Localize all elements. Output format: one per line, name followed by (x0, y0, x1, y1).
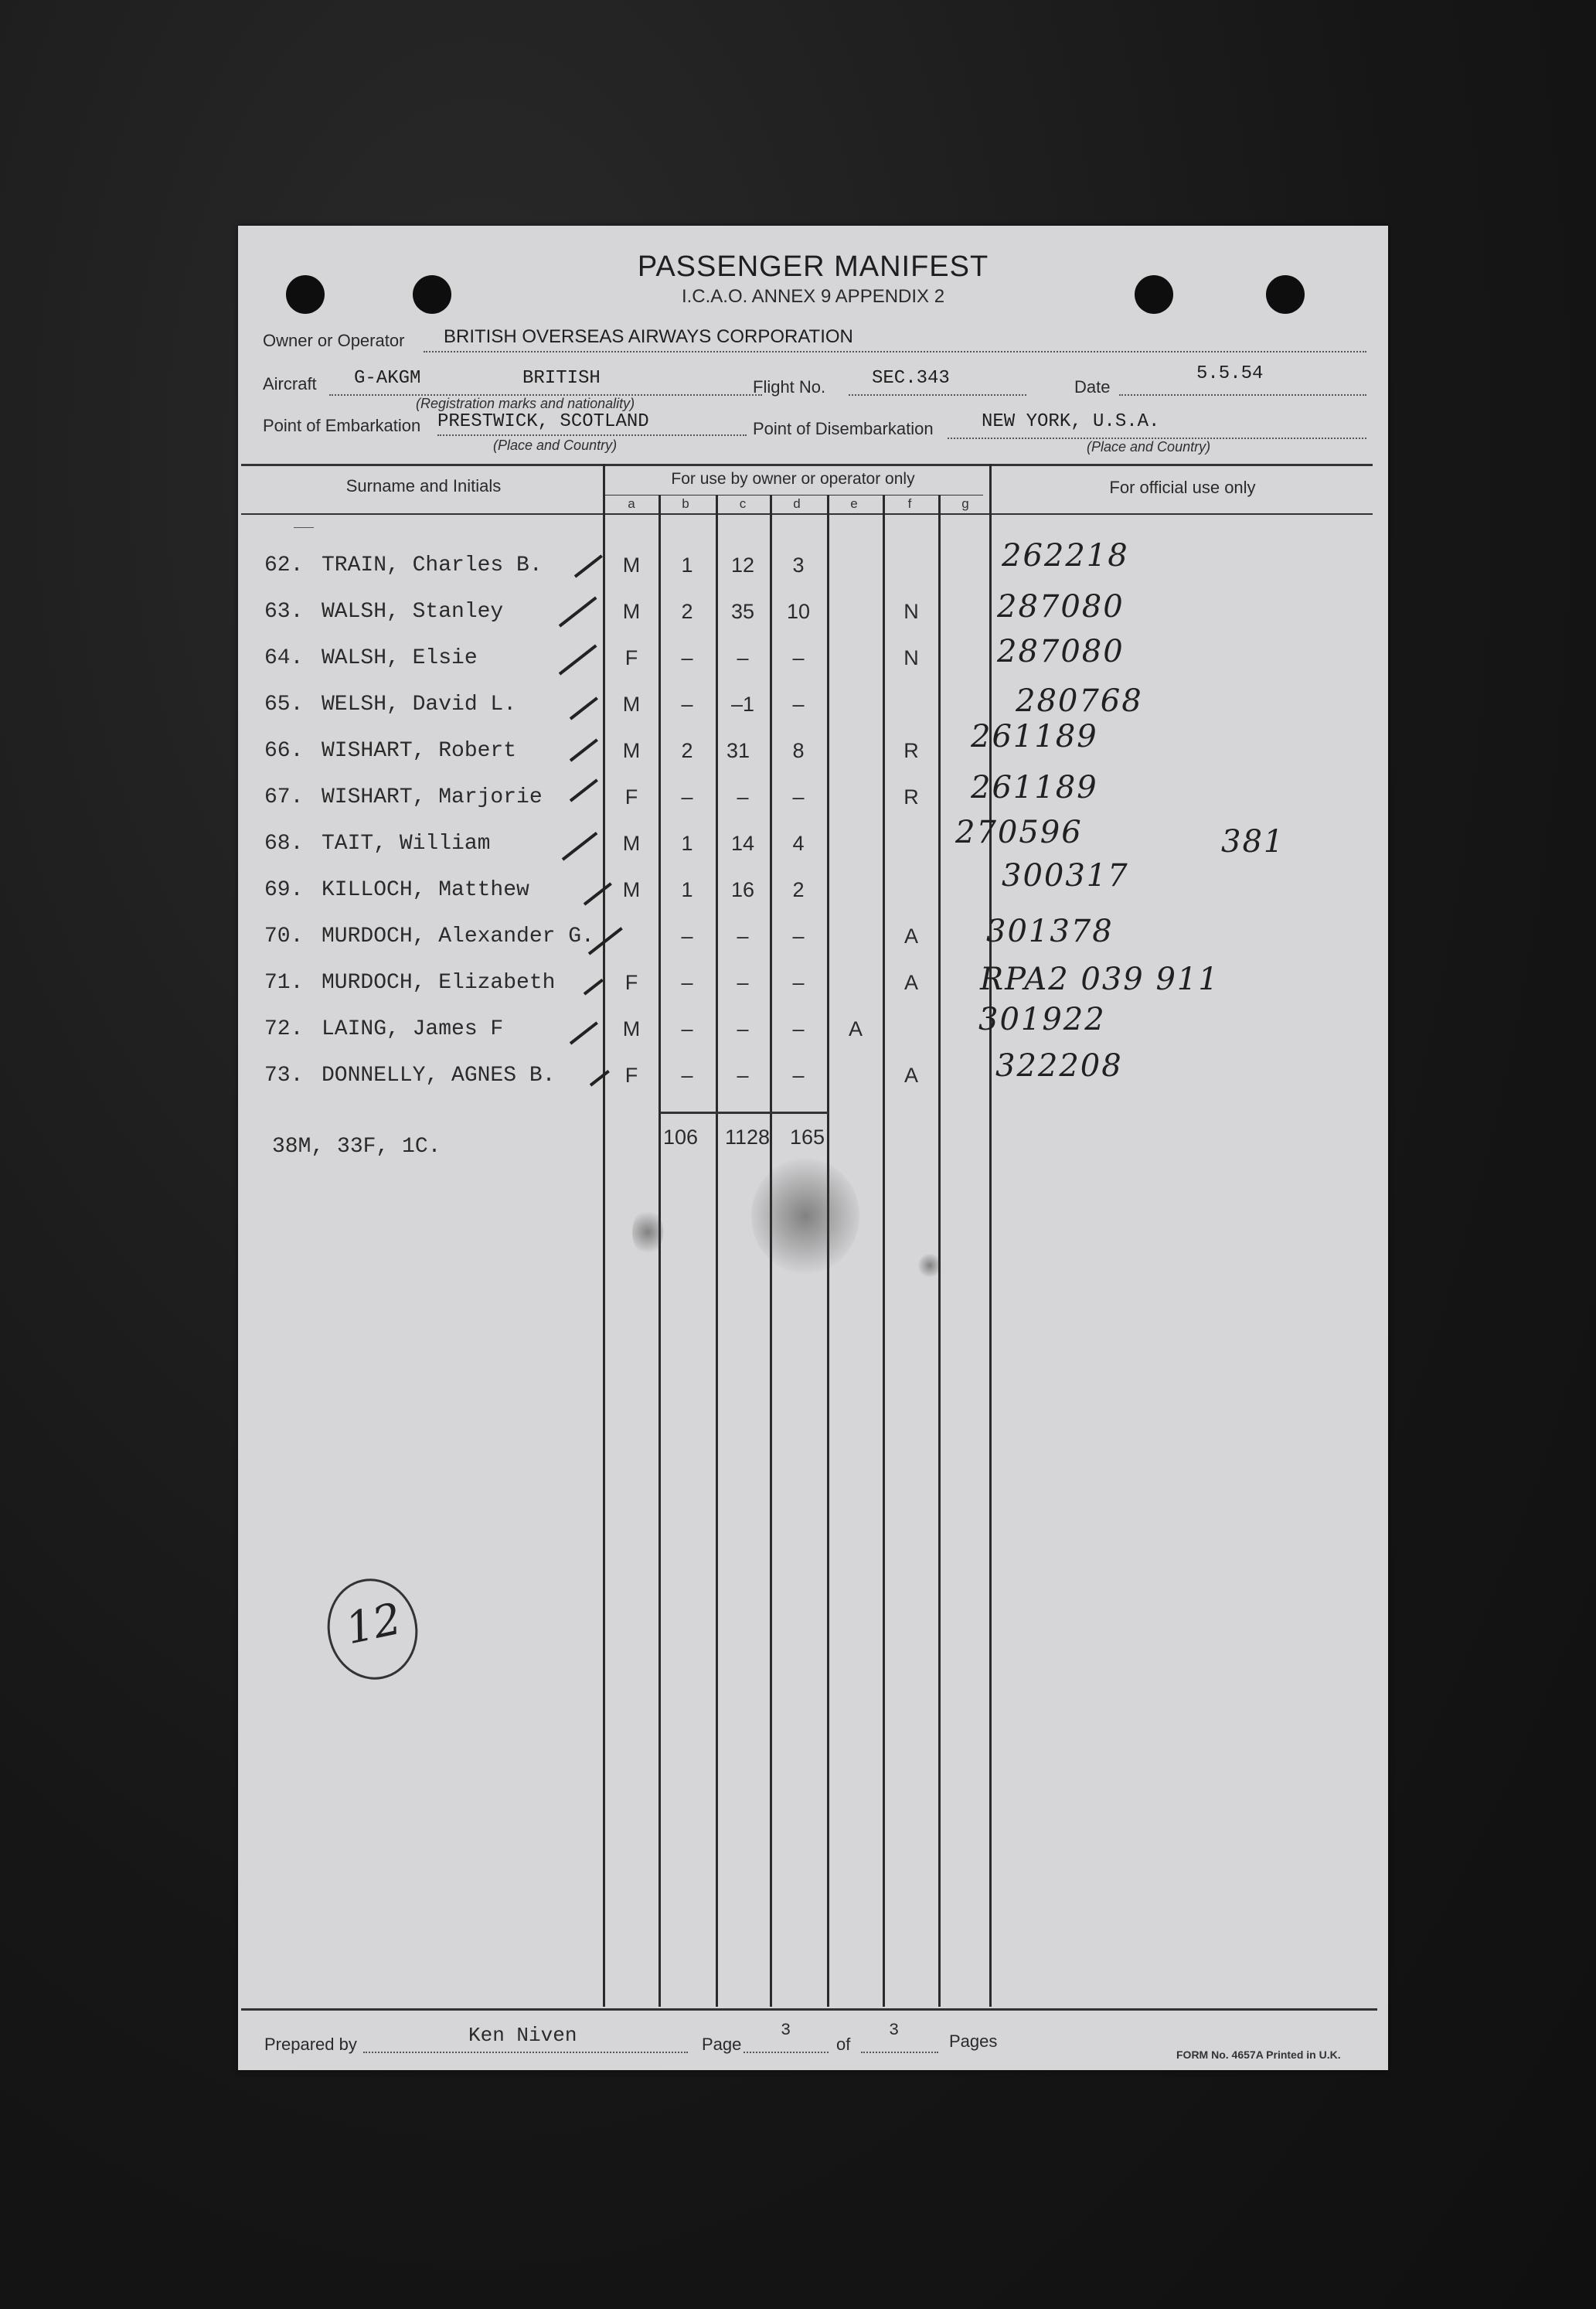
cell-b: – (681, 971, 693, 994)
official-entry: 287080 (997, 634, 1125, 669)
cell-d: 2 (792, 878, 805, 901)
passenger-name: KILLOCH, Matthew (322, 878, 529, 902)
table-row (238, 719, 1388, 785)
total-b: 106 (663, 1126, 699, 1149)
cell-f: A (903, 925, 918, 948)
table-row (238, 589, 1388, 646)
check-mark-icon (559, 596, 597, 627)
cell-f: R (903, 785, 919, 809)
passenger-name: WISHART, Robert (322, 739, 517, 763)
column-letter-f: f (907, 496, 912, 511)
embark-label: Point of Embarkation (263, 416, 421, 435)
cell-d: 8 (792, 739, 805, 762)
cell-c: – (737, 1064, 749, 1087)
passenger-name: WALSH, Elsie (322, 646, 478, 670)
cell-b: – (681, 1064, 693, 1087)
pages-label: Pages (949, 2031, 998, 2051)
embark-dotline (437, 434, 747, 436)
manifest-sheet (238, 226, 1388, 2070)
check-mark-icon (570, 696, 598, 720)
cell-b: 2 (681, 600, 693, 623)
cell-a: F (624, 785, 638, 809)
official-entry: 261189 (971, 719, 1098, 754)
cell-c: 16 (730, 878, 755, 901)
row-number: 67. (264, 785, 304, 809)
official-entry: 287080 (997, 589, 1125, 625)
official-entry: 262218 (1002, 538, 1129, 574)
cell-c: –1 (730, 693, 755, 716)
row-number: 62. (264, 553, 304, 577)
row-number: 66. (264, 739, 304, 763)
passenger-name: WISHART, Marjorie (322, 785, 543, 809)
table-header-rule (241, 513, 1373, 515)
table-row (238, 538, 1388, 600)
disembark-label: Point of Disembarkation (753, 419, 934, 438)
official-entry: 322208 (995, 1048, 1123, 1084)
cell-e: A (848, 1017, 863, 1040)
cell-a: F (624, 971, 638, 994)
cell-c: – (737, 646, 749, 669)
table-row (238, 858, 1388, 925)
header-official: For official use only (1109, 478, 1256, 497)
cell-b: – (681, 785, 693, 809)
cell-a: F (624, 646, 638, 669)
header-operator: For use by owner or operator only (671, 470, 915, 488)
cell-b: – (681, 925, 693, 948)
totals-rule (660, 1112, 829, 1114)
cell-d: – (792, 971, 805, 994)
official-entry: RPA2 039 911 (980, 962, 1220, 997)
row-number: 69. (264, 878, 304, 902)
owner-label: Owner or Operator (263, 331, 405, 350)
form-number: FORM No. 4657A Printed in U.K. (1176, 2048, 1341, 2061)
table-row (238, 815, 1388, 878)
table-row (238, 770, 1388, 832)
official-extra-note: 381 (1221, 824, 1285, 860)
small-dash (294, 527, 314, 528)
cell-d: 3 (792, 553, 805, 577)
footer-rule (241, 2008, 1377, 2011)
prepared-label: Prepared by (264, 2035, 357, 2054)
cell-d: – (792, 693, 805, 716)
check-mark-icon (570, 1021, 598, 1044)
cell-c: 31 (726, 739, 750, 762)
aircraft-value: G-AKGM (354, 368, 421, 389)
of-value: 3 (889, 2021, 900, 2040)
row-number: 68. (264, 832, 304, 856)
nationality-value: BRITISH (522, 368, 601, 389)
cell-b: – (681, 693, 693, 716)
cell-c: 12 (730, 553, 755, 577)
passenger-name: MURDOCH, Elizabeth (322, 971, 556, 995)
header-surname: Surname and Initials (345, 476, 502, 496)
row-number: 63. (264, 600, 304, 624)
passenger-summary: 38M, 33F, 1C. (272, 1135, 441, 1159)
cell-f: N (903, 600, 919, 623)
check-mark-icon (570, 738, 598, 761)
cell-a: F (624, 1064, 638, 1087)
official-entry: 301378 (986, 914, 1114, 949)
official-entry: 301922 (978, 1002, 1106, 1037)
page-label: Page (702, 2035, 742, 2054)
date-dotline (1119, 394, 1366, 396)
table-row (238, 1002, 1388, 1064)
embark-note: (Place and Country) (493, 438, 618, 453)
column-letter-b: b (682, 496, 689, 511)
row-number: 70. (264, 925, 304, 948)
aircraft-label: Aircraft (263, 374, 317, 393)
circled-number-text: 12 (341, 1593, 406, 1655)
total-d: 165 (790, 1126, 825, 1149)
table-row (238, 1048, 1388, 1110)
registration-note: (Registration marks and nationality) (416, 396, 635, 411)
owner-dotline (424, 351, 1366, 352)
of-label: of (836, 2035, 851, 2054)
passenger-name: WELSH, David L. (322, 693, 517, 717)
page-dotline (744, 2052, 829, 2053)
cell-b: – (681, 646, 693, 669)
column-letter-a: a (628, 496, 635, 511)
cell-a: M (622, 1017, 641, 1040)
passenger-name: TAIT, William (322, 832, 491, 856)
row-number: 71. (264, 971, 304, 995)
table-top-rule (241, 464, 1373, 466)
ink-smudge (918, 1254, 941, 1277)
check-mark-icon (574, 554, 603, 577)
total-c: 1128 (725, 1126, 771, 1149)
date-label: Date (1074, 377, 1111, 397)
passenger-name: LAING, James F (322, 1017, 504, 1041)
cell-b: 1 (681, 553, 693, 577)
cell-f: R (903, 739, 919, 762)
cell-d: – (792, 785, 805, 809)
column-letter-c: c (739, 496, 747, 511)
prepared-value: Ken Niven (468, 2024, 577, 2047)
official-entry: 300317 (1002, 858, 1129, 894)
row-number: 72. (264, 1017, 304, 1041)
cell-b: 1 (681, 832, 693, 855)
passenger-name: WALSH, Stanley (322, 600, 504, 624)
flight-value: SEC.343 (872, 368, 950, 389)
cell-d: 4 (792, 832, 805, 855)
cell-a: M (622, 553, 641, 577)
passenger-name: TRAIN, Charles B. (322, 553, 543, 577)
official-entry: 261189 (971, 770, 1098, 805)
table-row (238, 634, 1388, 693)
flight-dotline (849, 394, 1026, 396)
cell-d: – (792, 1017, 805, 1040)
row-number: 65. (264, 693, 304, 717)
cell-c: – (737, 925, 749, 948)
cell-a: M (622, 693, 641, 716)
cell-d: – (792, 925, 805, 948)
cell-c: – (737, 785, 749, 809)
cell-b: 1 (681, 878, 693, 901)
check-mark-icon (584, 979, 604, 996)
owner-value: BRITISH OVERSEAS AIRWAYS CORPORATION (444, 326, 853, 347)
cell-c: – (737, 1017, 749, 1040)
cell-f: A (903, 1064, 918, 1087)
cell-a: M (622, 832, 641, 855)
column-letter-g: g (961, 496, 969, 511)
check-mark-icon (559, 644, 597, 675)
cell-a: M (622, 878, 641, 901)
official-entry: 270596 (955, 815, 1083, 850)
column-letter-e: e (850, 496, 858, 511)
cell-f: N (903, 646, 919, 669)
official-entry: 280768 (1016, 683, 1143, 719)
cell-a: M (622, 739, 641, 762)
cell-f: A (903, 971, 918, 994)
cell-c: 14 (730, 832, 755, 855)
passenger-name: MURDOCH, Alexander G. (322, 925, 594, 948)
check-mark-icon (562, 832, 598, 861)
embark-value: PRESTWICK, SCOTLAND (437, 411, 649, 432)
disembark-note: (Place and Country) (1087, 439, 1211, 455)
cell-a: M (622, 600, 641, 623)
document-subtitle: I.C.A.O. ANNEX 9 APPENDIX 2 (681, 286, 945, 307)
flight-label: Flight No. (753, 377, 826, 397)
cell-d: 10 (786, 600, 811, 623)
cell-c: 35 (730, 600, 755, 623)
cell-b: 2 (681, 739, 693, 762)
row-number: 64. (264, 646, 304, 670)
cell-d: – (792, 1064, 805, 1087)
date-value: 5.5.54 (1196, 363, 1264, 384)
table-row (238, 962, 1388, 1017)
document-title: PASSENGER MANIFEST (637, 250, 989, 283)
of-dotline (861, 2052, 938, 2053)
cell-b: – (681, 1017, 693, 1040)
circled-page-number (318, 1570, 427, 1687)
ink-smudge (632, 1209, 663, 1255)
passenger-name: DONNELLY, AGNES B. (322, 1064, 556, 1088)
cell-c: – (737, 971, 749, 994)
page-value: 3 (781, 2021, 791, 2040)
column-letter-d: d (793, 496, 801, 511)
cell-d: – (792, 646, 805, 669)
prepared-dotline (363, 2052, 688, 2053)
row-number: 73. (264, 1064, 304, 1088)
disembark-value: NEW YORK, U.S.A. (982, 411, 1160, 432)
ink-smudge (751, 1158, 859, 1274)
table-row (238, 683, 1388, 739)
